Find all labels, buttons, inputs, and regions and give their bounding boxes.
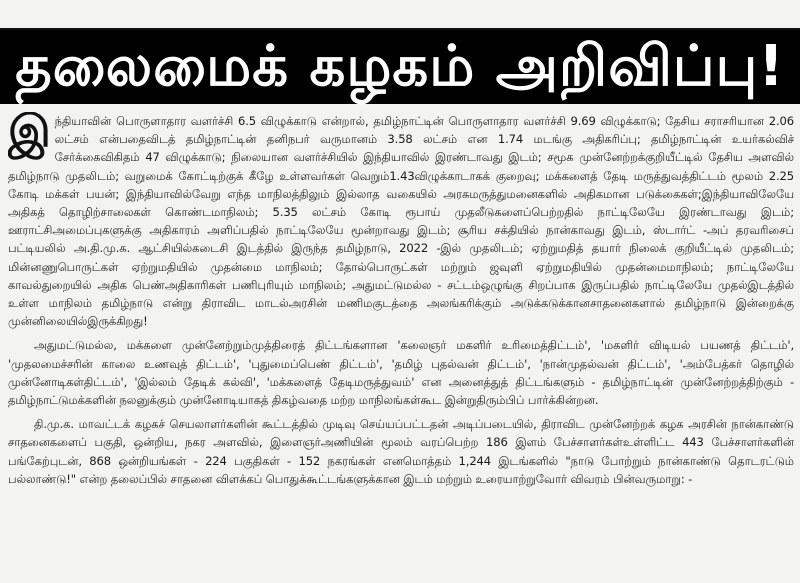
headline-banner [0,30,800,104]
page-top-rule [0,0,800,30]
article-body [8,112,794,580]
headline: தலைமைக் கழகம் அறிவிப்பு! [15,34,785,99]
paragraph-1 [8,112,794,330]
paragraph-3: தி.மு.க. மாவட்டக் கழகச் செயலாளர்களின் கூட்டத்தில் முடிவு செய்யப்பட்டதன் அடிப்படையில், திராவிட முன்னேற்றக் கழக அரசின் நான்காண்டு சாதனைகளைப் பகுதி, ஒன்றிய, நகர அளவில், இளைஞர்அணியின் மூலம் வரப்பெற்ற 186 இளம் பேச்சாளர்கள்உள்ளிட்ட 443 பேச்சாளர்களின் பங்கேற்புடன், 868 ஒன்றியங்கள் - 224 பகுதிகள் - 152 நகரங்கள் எனமொத்தம் 1,244 இடங்களில் "நாடு போற்றும் நான்காண்டு தொடரட்டும் பல்லாண்டு!" என்ற தலைப்பில் சாதனை விளக்கப் பொதுக்கூட்டங்களுக்கான இடம் மற்றும் உரையாற்றுவோர் விவரம் பின்வருமாறு: - [8,417,794,486]
paragraph-1-text: ந்தியாவின் பொருளாதார வளர்ச்சி 6.5 விழுக்காடு என்றால், தமிழ்நாட்டின் பொருளாதார வளர்ச்சி 9.69 விழுக்காடு; தேசிய சராசரியான 2.06 லட்சம் என்பதைவிடத் தமிழ்நாட்டின் தனிநபர் வருமானம் 3.58 லட்சம் என 1.74 மடங்கு அதிகரிப்பு; தமிழ்நாட்டின் உயர்கல்விச் சேர்க்கைவிகிதம் 47 விழுக்காடு; நிலையான வளர்ச்சியில் இந்தியாவில் இரண்டாவது இடம்; சமூக முன்னேற்றக்குறியீட்டில் தேசிய அளவில் தமிழ்நாடு முதலிடம்; வறுமைக் கோட்டிற்குக் கீழே உள்ளவர்கள் வெறும்1.43விழுக்காடாகக் குறைவு; மக்களைத் தேடி மருத்துவத்திட்டம் மூலம் 2.25 கோடி மக்கள் பயன்; இந்தியாவில்வேறு எந்த மாநிலத்திலும் இல்லாத வகையில் அரசுமருத்துமனைகளில் அதிகமான படுக்கைகள்;இந்தியாவிலேயே அதிகத் தொழிற்சாலைகள் கொண்டமாநிலம்; 5.35 லட்சம் கோடி ரூபாய் முதலீடுகளைப்பெற்றதில் நாட்டிலேயே இரண்டாவது இடம்; ஊராட்சிஅமைப்புகளுக்கு அதிகாரம் அளிப்பதில் நாட்டிலேயே மூன்றாவது இடம்; சூரிய சக்தியில் நான்காவது இடம், ஸ்டார்ட் -அப் தரவரிசைப் பட்டியலில் அ.தி.மு.க. ஆட்சியில்கடைசி இடத்தில் இருந்த தமிழ்நாடு, 2022 -இல் முதலிடம்; ஏற்றுமதித் தயார் நிலைக் குறியீட்டில் முதலிடம்; மின்னணுபொருட்கள் ஏற்றுமதியில் முதன்மை மாநிலம்; தோல்பொருட்கள் மற்றும் ஜவுளி ஏற்றுமதியில் முதன்மைமாநிலம்; நாட்டிலேயே காவல்துறையில் அதிக பெண்அதிகாரிகள் பணிபுரியும் மாநிலம்; அதுமட்டுமல்ல - சட்டம்ஒழுங்கு சிறப்பாக இருப்பதில் நாட்டிலேயே முதல்இடத்தில் உள்ள மாநிலம் தமிழ்நாடு என்று திராவிட மாடல்அரசின் மணிமகுடத்தை அலங்கரிக்கும் அடுக்கடுக்கானசாதனைகளால் தமிழ்நாடு இன்றைக்கு முன்னிலையில்இருக்கிறது! [8,114,794,329]
drop-cap: இ [8,112,51,157]
paragraph-2: அதுமட்டுமல்ல, மக்களை முன்னேற்றும்முத்திரைத் திட்டங்களான 'கலைஞர் மகளிர் உரிமைத்திட்டம்', 'மகளிர் விடியல் பயணத் திட்டம்', 'முதலமைச்சரின் காலை உணவுத் திட்டம்', 'புதுமைப்பெண் திட்டம்', 'தமிழ் புதல்வன் திட்டம்', 'நான்முதல்வன் திட்டம்', 'அம்பேத்கர் தொழில் முன்னோடிகள்திட்டம்', 'இல்லம் தேடிக் கல்வி', 'மக்களைத் தேடிமருத்துவம்' என அனைத்துத் திட்டங்களும் - தமிழ்நாட்டின் முன்னேற்றத்திற்கும் - தமிழ்நாட்டுமக்களின் நலனுக்கும் முன்னோடியாகத் திகழ்வதை மற்ற மாநிலங்கள்கூட இன்றுதிரும்பிப் பார்க்கின்றன. [8,338,794,408]
